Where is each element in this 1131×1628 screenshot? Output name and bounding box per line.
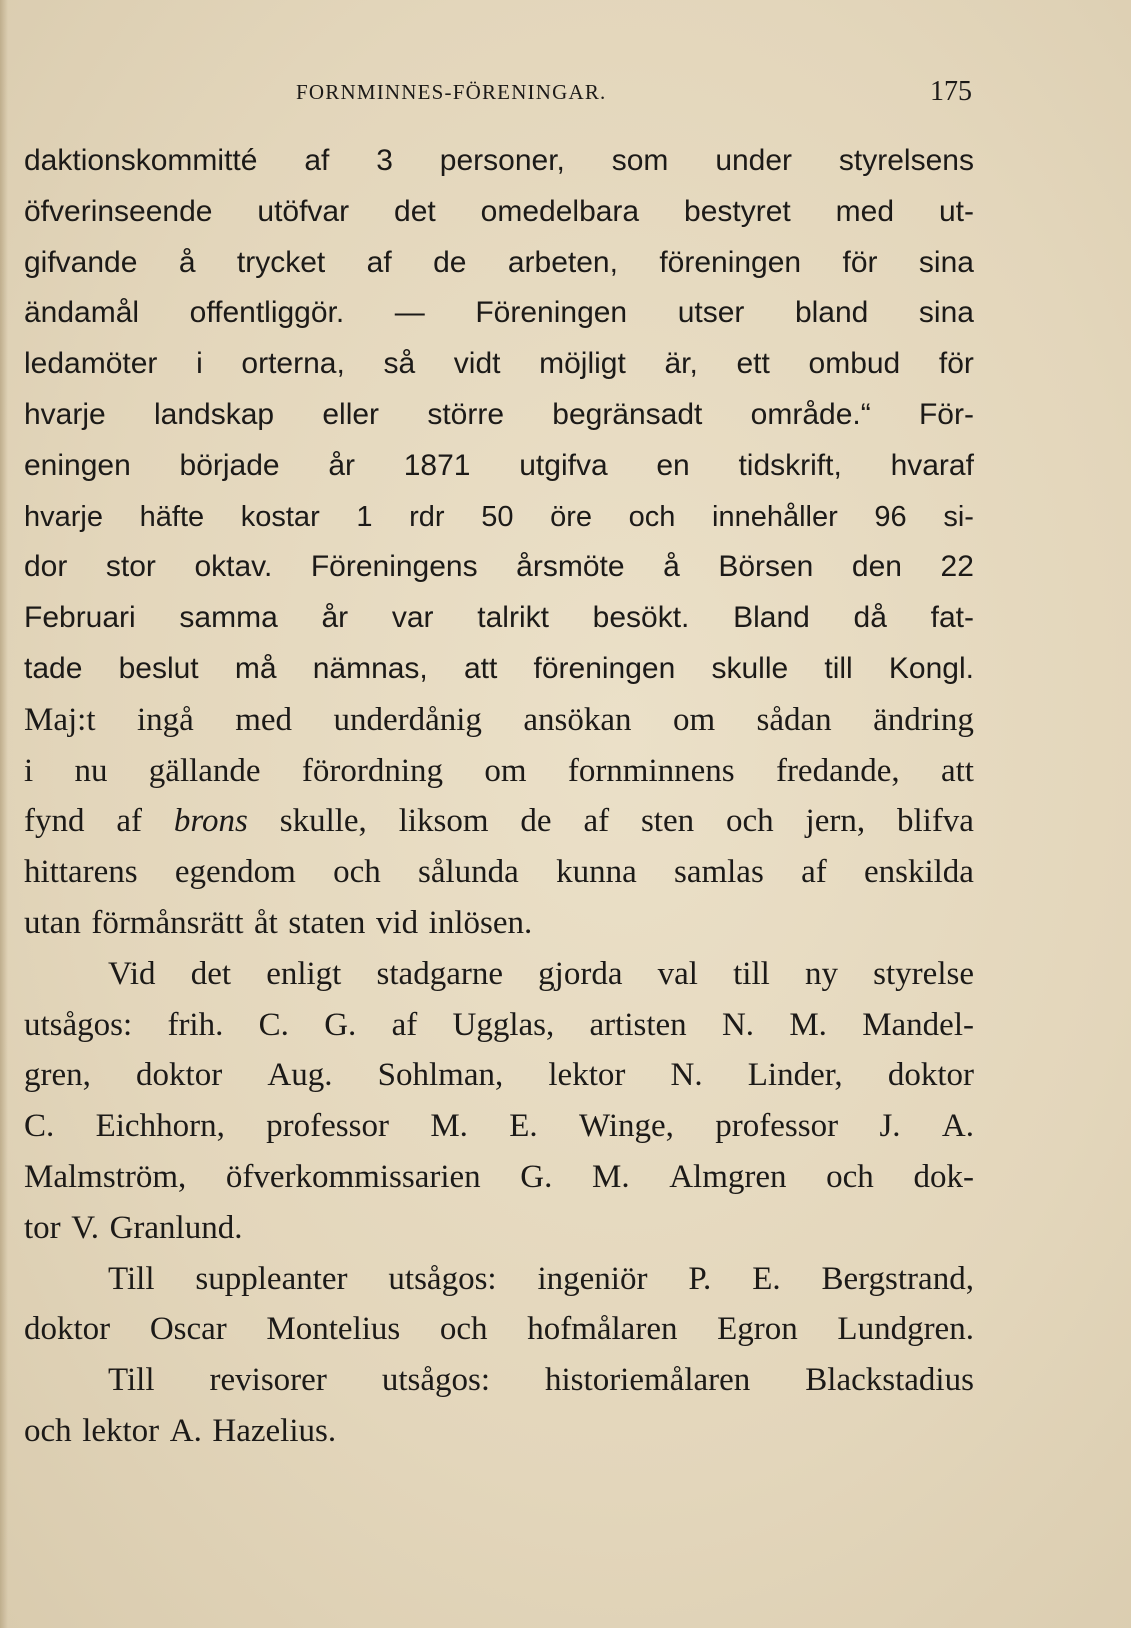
word: å — [663, 550, 680, 584]
word: C. — [258, 1006, 289, 1043]
word: dor — [24, 550, 68, 584]
word: och — [628, 500, 676, 533]
word: och — [333, 854, 381, 891]
word: öfverkommissarien — [225, 1158, 481, 1195]
text-line — [24, 746, 974, 797]
text-line — [24, 1050, 974, 1101]
word: Bergstrand, — [821, 1260, 974, 1297]
word: förordning — [301, 752, 444, 789]
word: Februari — [24, 601, 136, 635]
text-line — [24, 1355, 974, 1406]
word: ny — [805, 955, 838, 992]
word: fynd — [24, 803, 85, 840]
word: förmånsrätt — [91, 904, 244, 941]
word: det — [190, 955, 232, 992]
word: tor — [24, 1209, 61, 1246]
word: sådan — [756, 701, 832, 738]
word: kunna — [556, 854, 637, 891]
text-line — [24, 1000, 974, 1051]
word: och — [24, 1412, 72, 1449]
word: utsågos: — [24, 1006, 133, 1043]
word: för — [842, 245, 878, 279]
word: större — [427, 397, 504, 431]
word: Malmström, — [24, 1158, 187, 1195]
word: enligt — [266, 955, 342, 992]
running-title: FORNMINNES-FÖRENINGAR. — [296, 80, 607, 104]
word: med — [835, 194, 895, 228]
word: 1871 — [403, 448, 471, 482]
word: att — [463, 651, 498, 685]
word: föreningen — [533, 651, 676, 685]
text-line — [24, 796, 974, 847]
word: Winge, — [579, 1108, 674, 1145]
word: vid — [375, 904, 419, 941]
word: tidskrift, — [738, 448, 842, 482]
word: af — [116, 803, 143, 840]
word: stor — [105, 550, 156, 584]
word: till — [824, 651, 853, 685]
word: ingeniör — [537, 1260, 648, 1297]
word: föreningen — [659, 245, 802, 279]
word: P. — [688, 1260, 712, 1297]
word: Oscar — [149, 1311, 227, 1348]
text-line — [24, 542, 974, 593]
word: lektor — [82, 1412, 160, 1449]
word: doktor — [887, 1057, 974, 1094]
word: jern, — [805, 803, 866, 840]
word: — — [394, 296, 425, 330]
text-line — [24, 1152, 974, 1203]
word: G. — [520, 1158, 553, 1195]
word: frih. — [167, 1006, 224, 1043]
word: bland — [794, 296, 869, 330]
word: Mandel- — [862, 1006, 974, 1043]
text-line — [24, 644, 974, 695]
text-line — [24, 1406, 974, 1457]
word: samlas — [673, 854, 764, 891]
text-line — [24, 339, 974, 390]
word: om — [672, 701, 716, 738]
word: fat- — [930, 601, 974, 635]
word: Lundgren. — [837, 1311, 974, 1348]
word: år — [328, 448, 356, 482]
word: då — [853, 601, 887, 635]
word: orterna, — [241, 347, 345, 381]
word: skulle, — [279, 803, 367, 840]
text-line — [24, 949, 974, 1000]
word: eller — [322, 397, 380, 431]
text-line — [24, 441, 974, 492]
word: Till — [108, 1362, 155, 1399]
word: gifvande — [24, 245, 138, 279]
word: professor — [266, 1108, 389, 1145]
word: brons — [173, 803, 248, 840]
word: utan — [24, 904, 81, 941]
word: den — [851, 550, 902, 584]
word: för — [938, 347, 974, 381]
word: personer, — [439, 144, 565, 177]
word: Bland — [733, 601, 810, 635]
word: i — [24, 752, 34, 789]
word: af — [801, 854, 827, 891]
word: utöfvar — [257, 194, 350, 228]
word: af — [391, 1006, 418, 1043]
word: si- — [943, 500, 974, 533]
text-line — [24, 1203, 974, 1254]
word: vidt — [453, 347, 501, 381]
word: talrikt — [477, 601, 549, 635]
word: af — [304, 144, 330, 177]
word: gren, — [24, 1057, 91, 1094]
word: sålunda — [418, 854, 519, 891]
text-line — [24, 238, 974, 289]
word: årsmöte — [516, 550, 625, 584]
word: C. — [24, 1108, 55, 1145]
text-line — [24, 898, 974, 949]
word: började — [179, 448, 280, 482]
word: Ugglas, — [452, 1006, 555, 1043]
word: Börsen — [718, 550, 814, 584]
word: Egron — [717, 1311, 798, 1348]
word: Blackstadius — [805, 1362, 974, 1399]
text-line — [24, 1304, 974, 1355]
word: doktor — [24, 1311, 111, 1348]
word: nämnas, — [312, 651, 428, 685]
word: offentliggör. — [189, 296, 345, 330]
word: N. — [721, 1006, 755, 1043]
word: landskap — [153, 397, 275, 431]
text-line — [24, 187, 974, 238]
word: E. — [509, 1108, 538, 1145]
word: professor — [715, 1108, 839, 1145]
word: att — [940, 752, 974, 789]
word: Föreningens — [310, 550, 478, 584]
word: oktav. — [194, 550, 273, 584]
word: af — [366, 245, 392, 279]
word: blifva — [896, 803, 974, 840]
word: daktionskommitté — [24, 144, 258, 177]
word: en — [656, 448, 690, 482]
word: hvaraf — [890, 448, 974, 482]
word: Hazelius. — [212, 1412, 337, 1449]
word: 1 — [356, 500, 373, 533]
word: må — [234, 651, 277, 685]
word: sina — [918, 245, 974, 279]
word: Almgren — [669, 1158, 787, 1195]
word: historiemålaren — [545, 1362, 751, 1399]
word: kostar — [240, 500, 320, 533]
word: M. — [430, 1108, 468, 1145]
word: revisorer — [209, 1362, 327, 1399]
word: styrelse — [873, 955, 974, 992]
word: å — [178, 245, 196, 279]
text-line — [24, 695, 974, 746]
word: ansökan — [523, 701, 632, 738]
page-gutter-shadow — [0, 0, 8, 1628]
word: hvarje — [24, 397, 106, 431]
word: ledamöter — [24, 347, 158, 381]
text-line — [24, 288, 974, 339]
word: besökt. — [592, 601, 690, 635]
word: A. — [941, 1108, 974, 1145]
word: Linder, — [747, 1057, 843, 1094]
word: stadgarne — [376, 955, 503, 992]
word: samma — [179, 601, 278, 635]
word: ombud — [808, 347, 901, 381]
word: sten — [640, 803, 695, 840]
word: år — [321, 601, 349, 635]
word: nu — [74, 752, 108, 789]
word: N. — [670, 1057, 703, 1094]
word: och — [439, 1311, 488, 1348]
word: val — [657, 955, 698, 992]
word: M. — [789, 1006, 827, 1043]
word: fredande, — [775, 752, 900, 789]
word: J. — [879, 1108, 901, 1145]
word: öre — [550, 500, 593, 533]
text-line — [24, 136, 974, 187]
word: öfverinseende — [24, 194, 213, 228]
word: artisten — [589, 1006, 687, 1043]
word: A. — [169, 1412, 202, 1449]
word: 3 — [376, 144, 393, 177]
word: utgifva — [519, 448, 608, 482]
word: gällande — [148, 752, 261, 789]
word: utsågos: — [388, 1260, 497, 1297]
word: hvarje — [24, 500, 103, 533]
running-head — [296, 76, 972, 106]
word: var — [391, 601, 434, 635]
text-line — [24, 847, 974, 898]
text-line — [24, 1254, 974, 1305]
word: utsågos: — [381, 1362, 490, 1399]
word: hofmålaren — [527, 1311, 678, 1348]
word: i — [196, 347, 203, 381]
word: enskilda — [863, 854, 974, 891]
word: skulle — [711, 651, 789, 685]
body-text — [24, 136, 974, 1457]
word: af — [583, 803, 610, 840]
word: beslut — [118, 651, 199, 685]
word: dok- — [913, 1158, 974, 1195]
word: Sohlman, — [377, 1057, 504, 1094]
word: ut- — [938, 194, 974, 228]
word: det — [394, 194, 436, 228]
word: häfte — [139, 500, 205, 533]
word: Aug. — [267, 1057, 333, 1094]
word: liksom — [398, 803, 489, 840]
word: med — [235, 701, 293, 738]
word: rdr — [409, 500, 445, 533]
word: ett — [736, 347, 770, 381]
word: är, — [664, 347, 698, 381]
word: så — [383, 347, 416, 381]
word: M. — [592, 1158, 630, 1195]
word: För- — [918, 397, 974, 431]
text-line — [24, 1101, 974, 1152]
word: begränsadt — [552, 397, 703, 431]
text-line — [24, 492, 974, 543]
word: lektor — [548, 1057, 626, 1094]
word: de — [520, 803, 552, 840]
word: möjligt — [539, 347, 626, 381]
word: som — [611, 144, 669, 177]
word: ändamål — [24, 296, 140, 330]
word: Vid — [108, 955, 156, 992]
word: 22 — [940, 550, 974, 584]
word: till — [733, 955, 770, 992]
word: innehåller — [712, 500, 838, 533]
word: ingå — [136, 701, 194, 738]
word: doktor — [136, 1057, 223, 1094]
text-line — [24, 593, 974, 644]
word: om — [484, 752, 527, 789]
word: under — [715, 144, 793, 177]
word: åt — [254, 904, 278, 941]
word: utser — [677, 296, 745, 330]
word: tade — [24, 651, 83, 685]
word: styrelsens — [838, 144, 974, 177]
word: arbeten, — [507, 245, 618, 279]
word: eningen — [24, 448, 131, 482]
word: område.“ — [750, 397, 871, 431]
word: sina — [918, 296, 974, 330]
word: trycket — [236, 245, 326, 279]
word: E. — [752, 1260, 781, 1297]
word: Maj:t — [24, 701, 96, 738]
word: bestyret — [684, 194, 791, 228]
word: staten — [288, 904, 366, 941]
word: G. — [324, 1006, 357, 1043]
word: och — [826, 1158, 874, 1195]
word: Kongl. — [888, 651, 974, 685]
word: omedelbara — [480, 194, 640, 228]
word: suppleanter — [195, 1260, 348, 1297]
word: Granlund. — [109, 1209, 243, 1246]
word: Montelius — [266, 1311, 401, 1348]
word: Till — [108, 1260, 155, 1297]
word: underdånig — [333, 701, 482, 738]
word: de — [433, 245, 467, 279]
word: 96 — [874, 500, 907, 533]
word: hittarens — [24, 854, 138, 891]
word: och — [726, 803, 774, 840]
word: ändring — [873, 701, 974, 738]
word: Föreningen — [475, 296, 628, 330]
word: gjorda — [538, 955, 623, 992]
word: Eichhorn, — [95, 1108, 225, 1145]
word: V. — [71, 1209, 100, 1246]
text-line — [24, 390, 974, 441]
word: fornminnens — [567, 752, 735, 789]
word: inlösen. — [428, 904, 533, 941]
page-number: 175 — [930, 76, 972, 107]
word: 50 — [481, 500, 514, 533]
word: egendom — [174, 854, 296, 891]
